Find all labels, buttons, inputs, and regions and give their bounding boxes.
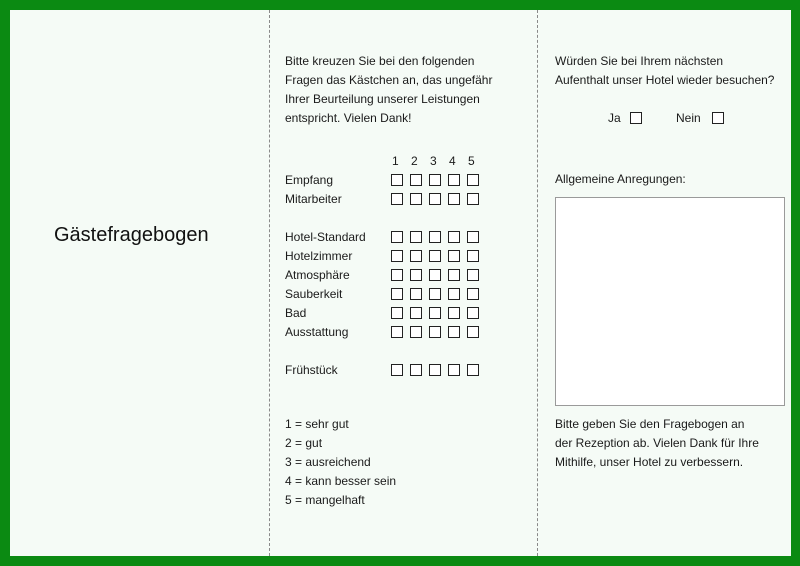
rating-checkbox[interactable]	[467, 307, 479, 319]
criterion-label: Empfang	[285, 173, 334, 187]
rating-checkbox[interactable]	[391, 288, 403, 300]
rating-checkbox[interactable]	[448, 307, 460, 319]
criterion-label: Sauberkeit	[285, 287, 343, 301]
intro-line: Bitte kreuzen Sie bei den folgenden	[285, 54, 475, 68]
scale-number: 4	[449, 154, 456, 168]
rating-checkbox[interactable]	[448, 288, 460, 300]
intro-line: Ihrer Beurteilung unserer Leistungen	[285, 92, 480, 106]
comments-field[interactable]	[555, 197, 785, 406]
rating-checkbox[interactable]	[410, 174, 422, 186]
legend-item: 5 = mangelhaft	[285, 493, 365, 507]
criterion-label: Mitarbeiter	[285, 192, 342, 206]
rating-checkbox[interactable]	[391, 193, 403, 205]
criterion-label: Frühstück	[285, 363, 338, 377]
rating-checkbox[interactable]	[467, 364, 479, 376]
criterion-label: Ausstattung	[285, 325, 349, 339]
questionnaire-sheet	[10, 10, 791, 556]
rating-checkbox[interactable]	[391, 326, 403, 338]
rating-checkbox[interactable]	[410, 269, 422, 281]
rating-checkbox[interactable]	[448, 364, 460, 376]
criterion-label: Atmosphäre	[285, 268, 350, 282]
closing-line: Mithilfe, unser Hotel zu verbessern.	[555, 455, 744, 469]
rating-checkbox[interactable]	[410, 364, 422, 376]
scale-number: 3	[430, 154, 437, 168]
rating-checkbox[interactable]	[448, 326, 460, 338]
rating-checkbox[interactable]	[429, 307, 441, 319]
rating-checkbox[interactable]	[467, 269, 479, 281]
closing-line: der Rezeption ab. Vielen Dank für Ihre	[555, 436, 759, 450]
yes-checkbox[interactable]	[630, 112, 642, 124]
question-line: Aufenthalt unser Hotel wieder besuchen?	[555, 73, 775, 87]
rating-checkbox[interactable]	[429, 288, 441, 300]
rating-checkbox[interactable]	[429, 174, 441, 186]
legend-item: 1 = sehr gut	[285, 417, 349, 431]
legend-item: 4 = kann besser sein	[285, 474, 397, 488]
no-checkbox[interactable]	[712, 112, 724, 124]
rating-checkbox[interactable]	[410, 231, 422, 243]
rating-checkbox[interactable]	[448, 193, 460, 205]
question-line: Würden Sie bei Ihrem nächsten	[555, 54, 724, 68]
closing-line: Bitte geben Sie den Fragebogen an	[555, 417, 745, 431]
rating-checkbox[interactable]	[429, 326, 441, 338]
yes-label: Ja	[608, 111, 621, 125]
scale-number: 1	[392, 154, 399, 168]
return-question	[555, 52, 791, 90]
rating-checkbox[interactable]	[429, 364, 441, 376]
rating-checkbox[interactable]	[391, 250, 403, 262]
fold-line-left	[269, 10, 270, 556]
rating-checkbox[interactable]	[448, 231, 460, 243]
rating-checkbox[interactable]	[467, 193, 479, 205]
rating-checkbox[interactable]	[467, 326, 479, 338]
criterion-label: Hotel-Standard	[285, 230, 366, 244]
rating-legend	[285, 415, 396, 510]
rating-checkbox[interactable]	[467, 288, 479, 300]
rating-checkbox[interactable]	[391, 269, 403, 281]
fold-line-right	[537, 10, 538, 556]
rating-checkbox[interactable]	[410, 193, 422, 205]
rating-checkbox[interactable]	[410, 307, 422, 319]
closing-note	[555, 415, 791, 472]
criterion-label: Hotelzimmer	[285, 249, 353, 263]
legend-item: 3 = ausreichend	[285, 455, 371, 469]
rating-checkbox[interactable]	[410, 288, 422, 300]
rating-checkbox[interactable]	[429, 193, 441, 205]
page-title: Gästefragebogen	[54, 224, 209, 246]
rating-checkbox[interactable]	[448, 250, 460, 262]
rating-checkbox[interactable]	[448, 269, 460, 281]
rating-checkbox[interactable]	[391, 174, 403, 186]
intro-line: Fragen das Kästchen an, das ungefähr	[285, 73, 493, 87]
rating-checkbox[interactable]	[391, 364, 403, 376]
rating-checkbox[interactable]	[467, 231, 479, 243]
criterion-label: Bad	[285, 306, 307, 320]
intro-line: entspricht. Vielen Dank!	[285, 111, 412, 125]
rating-checkbox[interactable]	[410, 326, 422, 338]
rating-checkbox[interactable]	[448, 174, 460, 186]
scale-number: 2	[411, 154, 418, 168]
rating-checkbox[interactable]	[429, 231, 441, 243]
comments-label: Allgemeine Anregungen:	[555, 172, 686, 186]
rating-checkbox[interactable]	[467, 174, 479, 186]
legend-item: 2 = gut	[285, 436, 323, 450]
rating-checkbox[interactable]	[429, 250, 441, 262]
rating-checkbox[interactable]	[467, 250, 479, 262]
scale-number: 5	[468, 154, 475, 168]
rating-checkbox[interactable]	[429, 269, 441, 281]
rating-checkbox[interactable]	[391, 231, 403, 243]
rating-checkbox[interactable]	[391, 307, 403, 319]
intro-text	[285, 52, 515, 128]
no-label: Nein	[676, 111, 701, 125]
rating-checkbox[interactable]	[410, 250, 422, 262]
